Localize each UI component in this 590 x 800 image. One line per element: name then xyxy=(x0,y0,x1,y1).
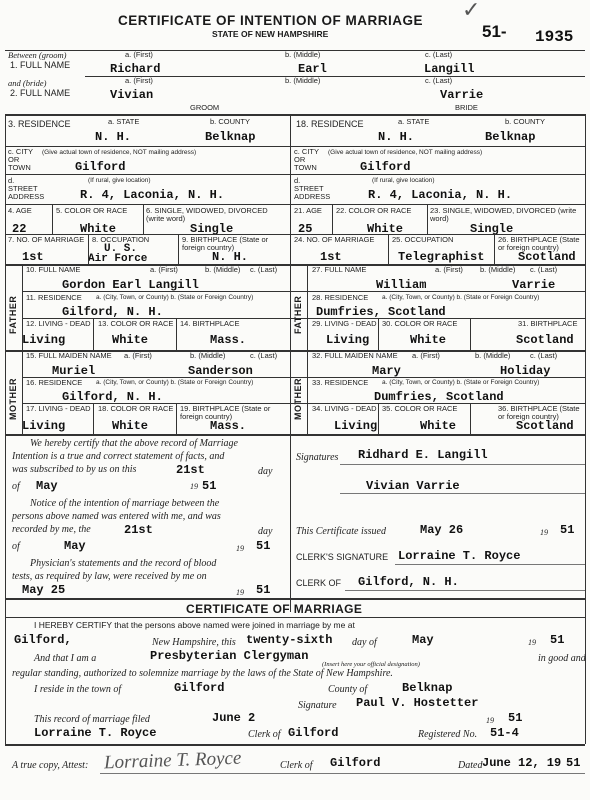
notice-day-word: day xyxy=(258,526,273,537)
bride-state: N. H. xyxy=(378,130,415,144)
issued-year: 51 xyxy=(560,523,575,537)
bride-father-last: Varrie xyxy=(512,278,556,292)
marriage-place: Gilford, xyxy=(14,633,72,647)
page-subtitle: STATE OF NEW HAMPSHIRE xyxy=(212,29,329,39)
groom-father-color: White xyxy=(112,333,149,347)
marriage-nh-this: New Hampshire, this xyxy=(152,637,236,648)
city-note-groom: (Give actual town of residence, NOT mailing address) xyxy=(42,149,197,156)
residence-note-16: a. (City, Town, or County) b. (State or Foreign Country) xyxy=(96,379,254,386)
birthplace-14-label: 14. BIRTHPLACE xyxy=(180,319,240,328)
occupation-25-label: 25. OCCUPATION xyxy=(392,235,454,244)
bride-street: R. 4, Laconia, N. H. xyxy=(368,188,513,202)
groom-mother-first: Muriel xyxy=(52,364,96,378)
father-first-label-g: a. (First) xyxy=(150,265,178,274)
groom-father-living: Living xyxy=(22,333,66,347)
marriage-county: Belknap xyxy=(402,681,453,695)
living-17-label: 17. LIVING - DEAD xyxy=(26,404,91,413)
marriage-town: Gilford xyxy=(174,681,225,695)
bride-city: Gilford xyxy=(360,160,411,174)
marriage-title: CERTIFICATE OF MARRIAGE xyxy=(186,602,363,616)
issued-yr-prefix: 19 xyxy=(540,528,548,537)
bride-county: Belknap xyxy=(485,130,536,144)
certify-line1: We hereby certify that the above record of Marriage xyxy=(30,438,238,449)
no-marriage-24-label: 24. NO. OF MARRIAGE xyxy=(294,235,375,244)
groom-mother-residence: Gilford, N. H. xyxy=(62,390,163,404)
county-label-bride: b. COUNTY xyxy=(505,117,546,126)
birthplace-9-label: 9. BIRTHPLACE (State or foreign country) xyxy=(182,235,269,252)
physician-date: May 25 xyxy=(22,583,66,597)
marriage-signature-label: Signature xyxy=(298,700,337,711)
father-first-label-b: a. (First) xyxy=(435,265,463,274)
groom-mother-last: Sanderson xyxy=(188,364,253,378)
bride-caption: BRIDE xyxy=(455,103,478,112)
groom-first: Richard xyxy=(110,62,161,76)
label-last: c. (Last) xyxy=(425,50,453,59)
clerk-signature: Lorraine T. Royce xyxy=(398,549,521,563)
certify-line2: Intention is a true and correct statement of facts, and xyxy=(12,451,225,462)
label-first: a. (First) xyxy=(125,50,153,59)
certify-day: 21st xyxy=(176,463,205,477)
color-13-label: 13. COLOR OR RACE xyxy=(98,319,174,328)
residence-33-label: 33. RESIDENCE xyxy=(312,378,369,387)
groom-caption: GROOM xyxy=(190,103,220,112)
footer-clerk-of: Clerk of xyxy=(280,760,313,771)
father-middle-label-g: b. (Middle) xyxy=(205,265,241,274)
between-groom-label: Between (groom) xyxy=(8,50,67,60)
street-label-groom: d. STREET ADDRESS xyxy=(8,176,45,201)
registered-no: 51-4 xyxy=(490,726,519,740)
bride-mother-living: Living xyxy=(334,419,378,433)
bride-birthplace: Scotland xyxy=(518,250,576,264)
bride-first: Vivian xyxy=(110,88,154,102)
birthplace-26-label: 26. BIRTHPLACE (State or foreign country) xyxy=(498,235,580,252)
notice-month: May xyxy=(64,539,86,553)
footer-year: 51 xyxy=(566,756,581,770)
groom-birthplace: N. H. xyxy=(212,250,249,264)
father-middle-label-b: b. (Middle) xyxy=(480,265,516,274)
registered-label: Registered No. xyxy=(418,729,478,740)
full-name-2-label: 2. FULL NAME xyxy=(10,88,71,98)
bride-status: Single xyxy=(470,222,514,236)
street-label-bride: d. STREET ADDRESS xyxy=(294,176,331,201)
notice-of: of xyxy=(12,541,20,552)
age-4-label: 4. AGE xyxy=(8,206,32,215)
clerk-of-town: Gilford, N. H. xyxy=(358,575,459,589)
county-label-groom: b. COUNTY xyxy=(210,117,251,126)
notice-yr-prefix: 19 xyxy=(236,544,244,553)
maiden-32-label: 32. FULL MAIDEN NAME xyxy=(312,351,398,360)
groom-father-birthplace: Mass. xyxy=(210,333,247,347)
groom-street: R. 4, Laconia, N. H. xyxy=(80,188,225,202)
mother-last-label-b: c. (Last) xyxy=(530,351,558,360)
certify-month: May xyxy=(36,479,58,493)
color-35-label: 35. COLOR OR RACE xyxy=(382,404,458,413)
groom-mother-living: Living xyxy=(22,419,66,433)
residence-note-28: a. (City, Town, or County) b. (State or Foreign Country) xyxy=(382,294,540,301)
marriage-yr-prefix: 19 xyxy=(528,638,536,647)
father-label-bride: FATHER xyxy=(293,295,303,334)
bride-age: 25 xyxy=(298,222,313,236)
no-marriage-7-label: 7. NO. OF MARRIAGE xyxy=(8,235,85,244)
certificate-number: 51- xyxy=(482,22,507,41)
label-first-2: a. (First) xyxy=(125,76,153,85)
father-last-label-b: c. (Last) xyxy=(530,265,558,274)
bride-last: Varrie xyxy=(440,88,484,102)
marriage-reside: I reside in the town of xyxy=(34,684,122,695)
bride-occupation: Telegraphist xyxy=(398,250,485,264)
residence-note-33: a. (City, Town, or County) b. (State or Foreign Country) xyxy=(382,379,540,386)
birthplace-19-label: 19. BIRTHPLACE (State or foreign country) xyxy=(180,404,271,421)
city-label-bride: c. CITY OR TOWN xyxy=(294,147,319,172)
groom-occupation-1: U. S. xyxy=(104,243,138,255)
groom-state: N. H. xyxy=(95,130,132,144)
marriage-officiant-title: Presbyterian Clergyman xyxy=(150,649,309,663)
mother-middle-label-b: b. (Middle) xyxy=(475,351,511,360)
bride-marriage-no: 1st xyxy=(320,250,342,264)
groom-occupation-2: Air Force xyxy=(88,253,148,265)
clerk-of-label: CLERK OF xyxy=(296,578,342,588)
registrar-clerk-of-label: Clerk of xyxy=(248,729,281,740)
age-21-label: 21. AGE xyxy=(294,206,322,215)
registrar-clerk: Lorraine T. Royce xyxy=(34,726,157,740)
mother-first-label-g: a. (First) xyxy=(124,351,152,360)
issued-date: May 26 xyxy=(420,523,464,537)
maiden-15-label: 15. FULL MAIDEN NAME xyxy=(26,351,112,360)
residence-18-label: 18. RESIDENCE xyxy=(296,119,364,129)
street-note-groom: (If rural, give location) xyxy=(88,177,151,184)
state-label-bride: a. STATE xyxy=(398,117,430,126)
full-name-1-label: 1. FULL NAME xyxy=(10,60,71,70)
color-18-label: 18. COLOR OR RACE xyxy=(98,404,174,413)
footer-town: Gilford xyxy=(330,756,381,770)
certify-day-word: day xyxy=(258,466,273,477)
marriage-line3: regular standing, authorized to solemnize marriage by the laws of the State of New Hampshire. xyxy=(12,668,393,679)
signature-bride: Vivian Varrie xyxy=(366,479,460,493)
groom-marriage-no: 1st xyxy=(22,250,44,264)
color-22-label: 22. COLOR OR RACE xyxy=(336,206,412,215)
registrar-clerk-of: Gilford xyxy=(288,726,339,740)
clerk-signature-label: CLERK'S SIGNATURE xyxy=(296,552,389,562)
residence-11-label: 11. RESIDENCE xyxy=(26,293,82,302)
bride-father-color: White xyxy=(410,333,447,347)
certify-yr-prefix: 19 xyxy=(190,482,198,491)
certify-line3: was subscribed to by us on this xyxy=(12,464,137,475)
marriage-month: May xyxy=(412,633,434,647)
groom-mother-birthplace: Mass. xyxy=(210,419,247,433)
footer-date: June 12, 19 xyxy=(482,756,562,770)
color-30-label: 30. COLOR OR RACE xyxy=(382,319,458,328)
groom-status: Single xyxy=(190,222,234,236)
groom-age: 22 xyxy=(12,222,27,236)
bride-father-residence: Dumfries, Scotland xyxy=(316,305,446,319)
marriage-year: 51 xyxy=(550,633,565,647)
mother-label-groom: MOTHER xyxy=(8,378,18,420)
groom-mother-color: White xyxy=(112,419,149,433)
notice-line2: persons above named was entered with me, and was xyxy=(12,511,221,522)
father-label-groom: FATHER xyxy=(8,295,18,334)
filed-yr-prefix: 19 xyxy=(486,716,494,725)
mother-middle-label-g: b. (Middle) xyxy=(190,351,226,360)
notice-day: 21st xyxy=(124,523,153,537)
signatures-label: Signatures xyxy=(296,452,339,463)
birthplace-36-label: 36. BIRTHPLACE (State or foreign country) xyxy=(498,404,580,421)
bride-color: White xyxy=(367,222,404,236)
living-34-label: 34. LIVING - DEAD xyxy=(312,404,377,413)
bride-mother-color: White xyxy=(420,419,457,433)
living-12-label: 12. LIVING - DEAD xyxy=(26,319,91,328)
officiant-signature: Paul V. Hostetter xyxy=(356,696,479,710)
certificate-year: 1935 xyxy=(535,28,574,46)
mother-label-bride: MOTHER xyxy=(293,378,303,420)
and-bride-label: and (bride) xyxy=(8,78,47,88)
marriage-good-and: in good and xyxy=(538,653,586,664)
occupation-8-label: 8. OCCUPATION xyxy=(92,235,150,244)
label-middle-2: b. (Middle) xyxy=(285,76,321,85)
mother-last-label-g: c. (Last) xyxy=(250,351,278,360)
signature-groom: Ridhard E. Langill xyxy=(358,448,488,462)
living-29-label: 29. LIVING - DEAD xyxy=(312,319,377,328)
filed-date: June 2 xyxy=(212,711,256,725)
notice-line1: Notice of the intention of marriage between the xyxy=(30,498,220,509)
mother-first-label-b: a. (First) xyxy=(412,351,440,360)
check-mark: ✓ xyxy=(462,0,481,23)
state-label-groom: a. STATE xyxy=(108,117,140,126)
city-note-bride: (Give actual town of residence, NOT mailing address) xyxy=(328,149,483,156)
groom-last: Langill xyxy=(424,62,475,76)
city-label-groom: c. CITY OR TOWN xyxy=(8,147,33,172)
label-last-2: c. (Last) xyxy=(425,76,453,85)
residence-28-label: 28. RESIDENCE xyxy=(312,293,369,302)
label-middle: b. (Middle) xyxy=(285,50,321,59)
certify-year: 51 xyxy=(202,479,217,493)
father-last-label-g: c. (Last) xyxy=(250,265,278,274)
birthplace-31-label: 31. BIRTHPLACE xyxy=(518,319,578,328)
bride-mother-birthplace: Scotland xyxy=(516,419,574,433)
attest-signature: Lorraine T. Royce xyxy=(103,747,242,774)
notice-year: 51 xyxy=(256,539,271,553)
single-6-label: 6. SINGLE, WIDOWED, DIVORCED (write word) xyxy=(146,206,268,223)
marriage-day: twenty-sixth xyxy=(246,633,333,647)
filed-label: This record of marriage filed xyxy=(34,714,150,725)
notice-line3: recorded by me, the xyxy=(12,524,91,535)
bride-father-birthplace: Scotland xyxy=(516,333,574,347)
filed-year: 51 xyxy=(508,711,523,725)
physician-year: 51 xyxy=(256,583,271,597)
true-copy-label: A true copy, Attest: xyxy=(12,760,89,771)
bride-father-living: Living xyxy=(326,333,370,347)
bride-mother-residence: Dumfries, Scotland xyxy=(374,390,504,404)
groom-middle: Earl xyxy=(298,62,327,76)
ghost-writing xyxy=(229,85,236,111)
street-note-bride: (If rural, give location) xyxy=(372,177,435,184)
physician-line1: Physician's statements and the record of blood xyxy=(30,558,217,569)
physician-line2: tests, as required by law, were received by me on xyxy=(12,571,207,582)
marriage-and-that: And that I am a xyxy=(34,653,97,664)
marriage-line1: I HEREBY CERTIFY that the persons above named were joined in marriage by me at xyxy=(34,620,355,630)
certify-of: of xyxy=(12,481,20,492)
full-name-27-label: 27. FULL NAME xyxy=(312,265,367,274)
groom-color: White xyxy=(80,222,117,236)
color-5-label: 5. COLOR OR RACE xyxy=(56,206,128,215)
physician-yr-prefix: 19 xyxy=(236,588,244,597)
groom-father-name: Gordon Earl Langill xyxy=(62,278,199,292)
single-23-label: 23. SINGLE, WIDOWED, DIVORCED (write word) xyxy=(430,206,577,223)
footer-dated: Dated xyxy=(458,760,483,771)
marriage-county-of: County of xyxy=(328,684,368,695)
groom-father-residence: Gilford, N. H. xyxy=(62,305,163,319)
marriage-day-of: day of xyxy=(352,637,377,648)
residence-note-11: a. (City, Town, or County) b. (State or Foreign Country) xyxy=(96,294,254,301)
marriage-insert-note: (Insert here your official designation) xyxy=(322,661,420,668)
full-name-10-label: 10. FULL NAME xyxy=(26,265,81,274)
bride-father-first: William xyxy=(376,278,427,292)
bride-mother-first: Mary xyxy=(372,364,401,378)
groom-city: Gilford xyxy=(75,160,126,174)
residence-16-label: 16. RESIDENCE xyxy=(26,378,83,387)
bride-mother-last: Holiday xyxy=(500,364,551,378)
page-title: CERTIFICATE OF INTENTION OF MARRIAGE xyxy=(118,13,423,28)
issued-label: This Certificate issued xyxy=(296,526,386,537)
residence-3-label: 3. RESIDENCE xyxy=(8,119,71,129)
groom-county: Belknap xyxy=(205,130,256,144)
